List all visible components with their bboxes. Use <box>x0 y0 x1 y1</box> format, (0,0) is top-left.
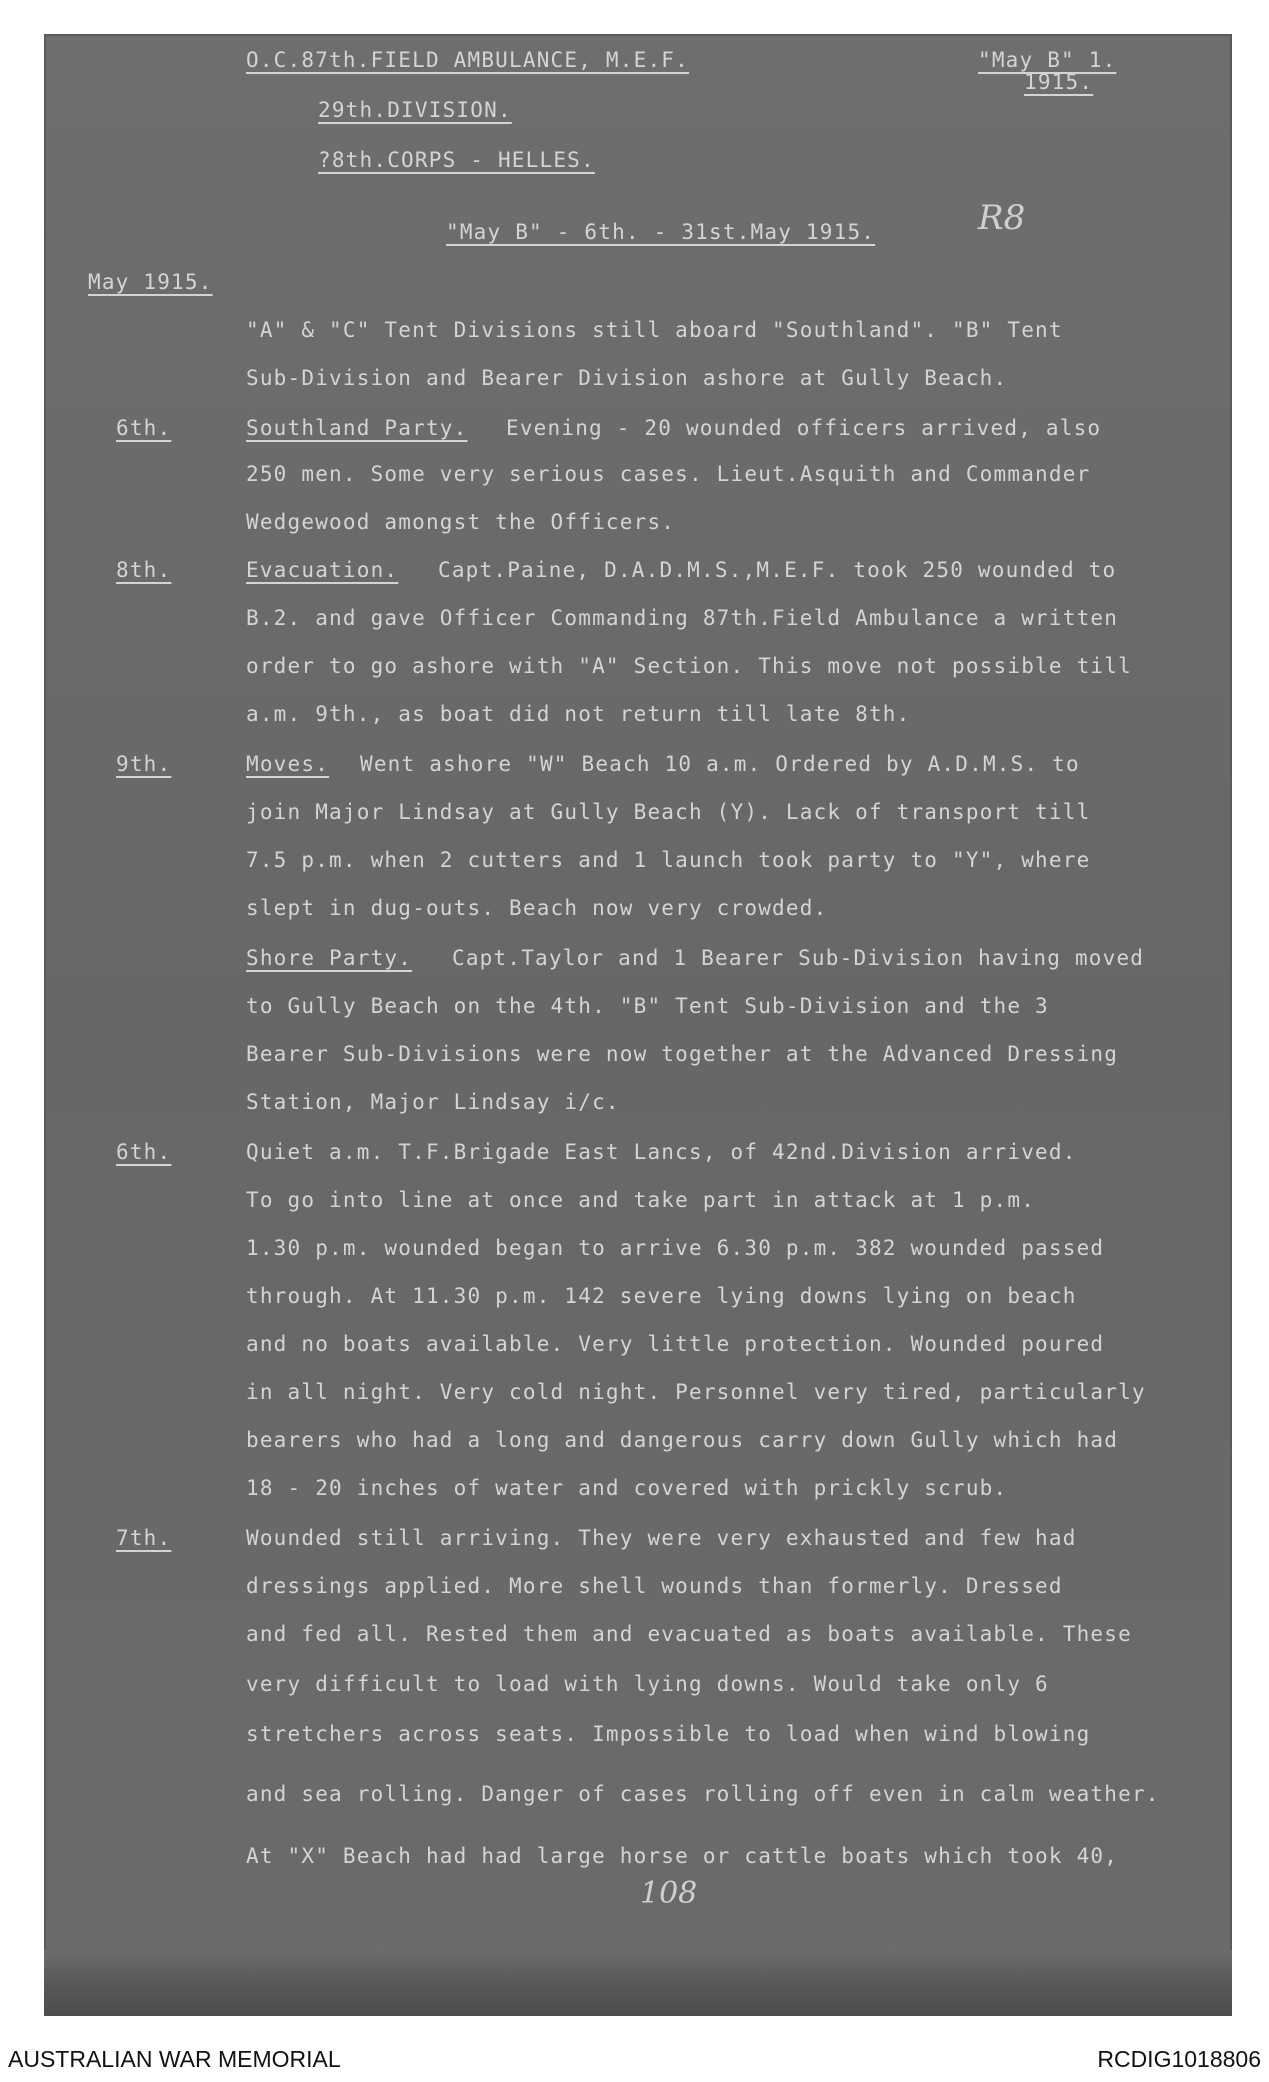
entry-heading: Shore Party. <box>246 946 413 970</box>
entry-line: Went ashore "W" Beach 10 a.m. Ordered by A.D.M.S. to <box>360 752 1080 776</box>
entry-line: To go into line at once and take part in attack at 1 p.m. <box>246 1188 1036 1212</box>
entry-date: 7th. <box>116 1526 172 1550</box>
header-unit: O.C.87th.FIELD AMBULANCE, M.E.F. <box>246 48 689 72</box>
entry-heading: Moves. <box>246 752 330 776</box>
entry-line: in all night. Very cold night. Personnel very tired, particularly <box>246 1380 1146 1404</box>
entry-line: Evening - 20 wounded officers arrived, also <box>506 416 1102 440</box>
entry-date: 9th. <box>116 752 172 776</box>
entry-line: 250 men. Some very serious cases. Lieut.Asquith and Commander <box>246 462 1091 486</box>
header-ref-2: 1915. <box>1024 70 1094 94</box>
entry-line: dressings applied. More shell wounds than formerly. Dressed <box>246 1574 1063 1598</box>
entry-line: stretchers across seats. Impossible to load when wind blowing <box>246 1722 1091 1746</box>
entry-date: 6th. <box>116 1140 172 1164</box>
entry-line: Sub-Division and Bearer Division ashore at Gully Beach. <box>246 366 1008 390</box>
entry-line: 1.30 p.m. wounded began to arrive 6.30 p.m. 382 wounded passed <box>246 1236 1105 1260</box>
entry-line: join Major Lindsay at Gully Beach (Y). Lack of transport till <box>246 800 1091 824</box>
entry-line: and fed all. Rested them and evacuated as boats available. These <box>246 1622 1132 1646</box>
page-number: 108 <box>640 1876 698 1911</box>
entry-line: Capt.Taylor and 1 Bearer Sub-Division having moved <box>452 946 1145 970</box>
entry-line: and no boats available. Very little protection. Wounded poured <box>246 1332 1105 1356</box>
entry-line: slept in dug-outs. Beach now very crowded. <box>246 896 828 920</box>
entry-line: 18 - 20 inches of water and covered with prickly scrub. <box>246 1476 1008 1500</box>
header-division: 29th.DIVISION. <box>318 98 512 122</box>
entry-line: 7.5 p.m. when 2 cutters and 1 launch took party to "Y", where <box>246 848 1091 872</box>
month-label: May 1915. <box>88 270 213 294</box>
entry-line: very difficult to load with lying downs. Would take only 6 <box>246 1672 1049 1696</box>
entry-line: to Gully Beach on the 4th. "B" Tent Sub-Division and the 3 <box>246 994 1049 1018</box>
entry-heading: Evacuation. <box>246 558 399 582</box>
entry-line: a.m. 9th., as boat did not return till late 8th. <box>246 702 911 726</box>
entry-line: Wounded still arriving. They were very exhausted and few had <box>246 1526 1077 1550</box>
header-corps: ?8th.CORPS - HELLES. <box>318 148 595 172</box>
footer-right: RCDIG1018806 <box>1097 2046 1261 2072</box>
entry-line: Capt.Paine, D.A.D.M.S.,M.E.F. took 250 wounded to <box>438 558 1117 582</box>
entry-line: and sea rolling. Danger of cases rolling off even in calm weather. <box>246 1782 1160 1806</box>
entry-line: Wedgewood amongst the Officers. <box>246 510 676 534</box>
entry-line: Bearer Sub-Divisions were now together at the Advanced Dressing <box>246 1042 1119 1066</box>
header-ref-1: "May B" 1. <box>978 48 1117 72</box>
entry-line: order to go ashore with "A" Section. This move not possible till <box>246 654 1132 678</box>
entry-line: through. At 11.30 p.m. 142 severe lying downs lying on beach <box>246 1284 1077 1308</box>
handwritten-ref: R8 <box>978 198 1026 238</box>
entry-line: B.2. and gave Officer Commanding 87th.Field Ambulance a written <box>246 606 1119 630</box>
entry-heading: Southland Party. <box>246 416 468 440</box>
entry-line: At "X" Beach had had large horse or cattle boats which took 40, <box>246 1844 1119 1868</box>
page-bottom-strip <box>44 1950 1232 2016</box>
entry-date: 6th. <box>116 416 172 440</box>
entry-line: Quiet a.m. T.F.Brigade East Lancs, of 42nd.Division arrived. <box>246 1140 1077 1164</box>
entry-line: Station, Major Lindsay i/c. <box>246 1090 620 1114</box>
entry-line: bearers who had a long and dangerous carry down Gully which had <box>246 1428 1119 1452</box>
entry-line: "A" & "C" Tent Divisions still aboard "Southland". "B" Tent <box>246 318 1063 342</box>
entry-date: 8th. <box>116 558 172 582</box>
footer-left: AUSTRALIAN WAR MEMORIAL <box>8 2046 341 2072</box>
document-title: "May B" - 6th. - 31st.May 1915. <box>446 220 876 244</box>
